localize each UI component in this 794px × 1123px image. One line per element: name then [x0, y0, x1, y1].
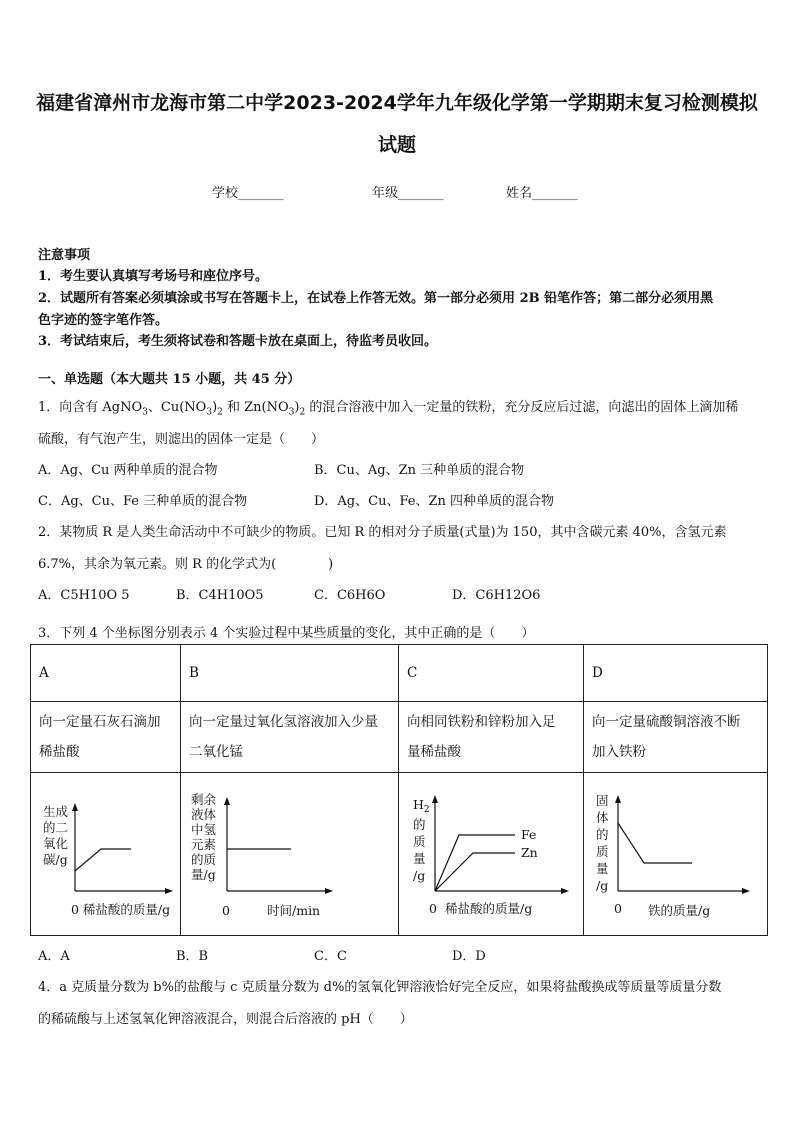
q3-graph-d — [584, 773, 768, 936]
graph-d-ylabel: 的 — [596, 827, 609, 842]
notice-item: 1．考生要认真填写考场号和座位序号。 — [38, 269, 269, 284]
graph-a-ylabel: 氧化 — [43, 836, 69, 851]
q4-stem-line1: 4．a 克质量分数为 b%的盐酸与 c 克质量分数为 d%的氢氧化钾溶液恰好完全反应，如果将盐酸换成等质量等质量分数 — [38, 980, 722, 995]
q1-option-b: B．Cu、Ag、Zn 三种单质的混合物 — [314, 463, 525, 478]
q3-stem: 3．下列 4 个坐标图分别表示 4 个实验过程中某些质量的变化，其中正确的是（ ） — [38, 626, 535, 641]
graph-b-ylabel: 剩余 — [191, 792, 217, 807]
q3-desc-a: 向一定量石灰石滴加 稀盐酸 — [31, 702, 181, 773]
graph-c-origin: 0 — [429, 901, 437, 916]
graph-a-ylabel: 的二 — [43, 820, 69, 835]
q1-stem-line1: 1．向含有 AgNO$_3$、$Cu(NO_3)_2$ 和 $Zn(NO_3)_2$ 的混合溶液中加入一定量的铁粉，充分反应后过滤，向滤出的固体上滴加稀 — [38, 400, 739, 418]
graph-c-x-arrow — [561, 888, 569, 894]
graph-b-ylabel: 中氢 — [191, 822, 217, 837]
school-field: 学校_______ — [212, 186, 284, 201]
q3-header-b: B — [181, 645, 399, 702]
q3-option-d: D．D — [452, 949, 486, 964]
graph-b-ylabel: 液体 — [191, 807, 217, 822]
graph-d-xlabel: 铁的质量/g — [648, 903, 711, 918]
notice-item: 2．试题所有答案必须填涂或书写在答题卡上，在试卷上作答无效。第一部分必须用 2B 铅笔作答；第二部分必须用黑 — [38, 291, 714, 306]
q1-option-a: A．Ag、Cu 两种单质的混合物 — [38, 463, 218, 478]
q3-graph-b — [181, 773, 399, 936]
graph-a-svg — [31, 773, 180, 935]
graph-b-svg — [181, 773, 398, 935]
q3-option-b: B．B — [176, 949, 209, 964]
graph-c-ylabel: $H_2$ — [413, 797, 430, 815]
graph-d-ylabel: 质 — [596, 844, 609, 859]
graph-c-ylabel: 的 — [413, 817, 426, 832]
notice-item: 3．考试结束后，考生须将试卷和答题卡放在桌面上，待监考员收回。 — [38, 334, 438, 349]
graph-d-ylabel: 固 — [596, 793, 609, 808]
graph-c-xlabel: 稀盐酸的质量/g — [445, 901, 533, 916]
graph-a-x-arrow — [165, 888, 173, 894]
grade-field: 年级_______ — [372, 186, 444, 201]
graph-b-ylabel: 量/g — [191, 867, 216, 882]
graph-b-ylabel: 元素 — [191, 837, 217, 852]
q2-stem-line1: 2．某物质 R 是人类生命活动中不可缺少的物质。已知 R 的相对分子质量(式量)为 150，其中含碳元素 40%，含氢元素 — [38, 525, 727, 540]
name-field: 姓名_______ — [506, 186, 578, 201]
q2-option-c: C．C6H6O — [314, 588, 386, 603]
graph-c-svg — [399, 773, 583, 935]
graph-c-series-fe — [435, 835, 515, 891]
graph-b-x-arrow — [325, 888, 333, 894]
graph-d-origin: 0 — [614, 901, 622, 916]
graph-a-ylabel: 生成 — [43, 804, 69, 819]
q1-option-c: C．Ag、Cu、Fe 三种单质的混合物 — [38, 494, 248, 509]
q3-table — [30, 644, 768, 936]
graph-d-ylabel: 量 — [596, 861, 609, 876]
q3-graph-c — [399, 773, 584, 936]
q3-option-a: A．A — [38, 949, 70, 964]
page-title: 福建省漳州市龙海市第二中学2023-2024学年九年级化学第一学期期末复习检测模拟 — [36, 92, 758, 114]
q2-option-d: D．C6H12O6 — [452, 588, 541, 603]
q2-stem-line2: 6.7%，其余为氧元素。则 R 的化学式为( ) — [38, 557, 334, 572]
q3-header-c: C — [399, 645, 584, 702]
graph-b-y-arrow — [224, 797, 230, 805]
q3-header-a: A — [31, 645, 181, 702]
q3-option-c: C．C — [314, 949, 347, 964]
q2-option-a: A．C5H10O 5 — [38, 588, 130, 603]
graph-c-ylabel: 质 — [413, 834, 426, 849]
q3-header-d: D — [584, 645, 768, 702]
graph-a-curve — [75, 849, 131, 871]
notice-item: 色字迹的签字笔作答。 — [38, 313, 169, 328]
page-title-line2: 试题 — [377, 134, 416, 156]
q3-desc-d: 向一定量硫酸铜溶液不断 加入铁粉 — [584, 702, 768, 773]
graph-d-ylabel: 体 — [596, 810, 609, 825]
graph-d-x-arrow — [742, 888, 750, 894]
graph-c-y-arrow — [432, 795, 438, 803]
notice-heading: 注意事项 — [38, 248, 91, 263]
graph-a-xlabel: 0 稀盐酸的质量/g — [71, 902, 171, 917]
graph-c-series-zn — [435, 853, 515, 891]
q2-option-b: B．C4H10O5 — [176, 588, 264, 603]
graph-c-legend-zn: Zn — [521, 845, 538, 860]
graph-c-ylabel: 量 — [413, 851, 426, 866]
graph-b-xlabel: 时间/min — [267, 903, 321, 918]
graph-c-legend-fe: Fe — [521, 827, 537, 842]
graph-a-y-arrow — [72, 803, 78, 811]
section-heading: 一、单选题（本大题共 15 小题，共 45 分） — [38, 372, 301, 387]
graph-b-ylabel: 的质 — [191, 852, 217, 867]
graph-c-ylabel: /g — [413, 868, 426, 883]
graph-d-curve — [618, 823, 692, 863]
graph-a-ylabel: 碳/g — [43, 852, 68, 867]
q3-desc-c: 向相同铁粉和锌粉加入足 量稀盐酸 — [399, 702, 584, 773]
graph-d-ylabel: /g — [596, 878, 609, 893]
graph-b-origin: 0 — [222, 903, 230, 918]
graph-d-y-arrow — [615, 795, 621, 803]
q4-stem-line2: 的稀硫酸与上述氢氧化钾溶液混合，则混合后溶液的 pH（ ） — [38, 1012, 413, 1027]
q3-graph-a — [31, 773, 181, 936]
q1-stem-line2: 硫酸，有气泡产生，则滤出的固体一定是（ ） — [38, 432, 325, 447]
graph-d-svg — [584, 773, 767, 935]
q1-option-d: D．Ag、Cu、Fe、Zn 四种单质的混合物 — [314, 494, 554, 509]
q3-desc-b: 向一定量过氧化氢溶液加入少量 二氧化锰 — [181, 702, 399, 773]
